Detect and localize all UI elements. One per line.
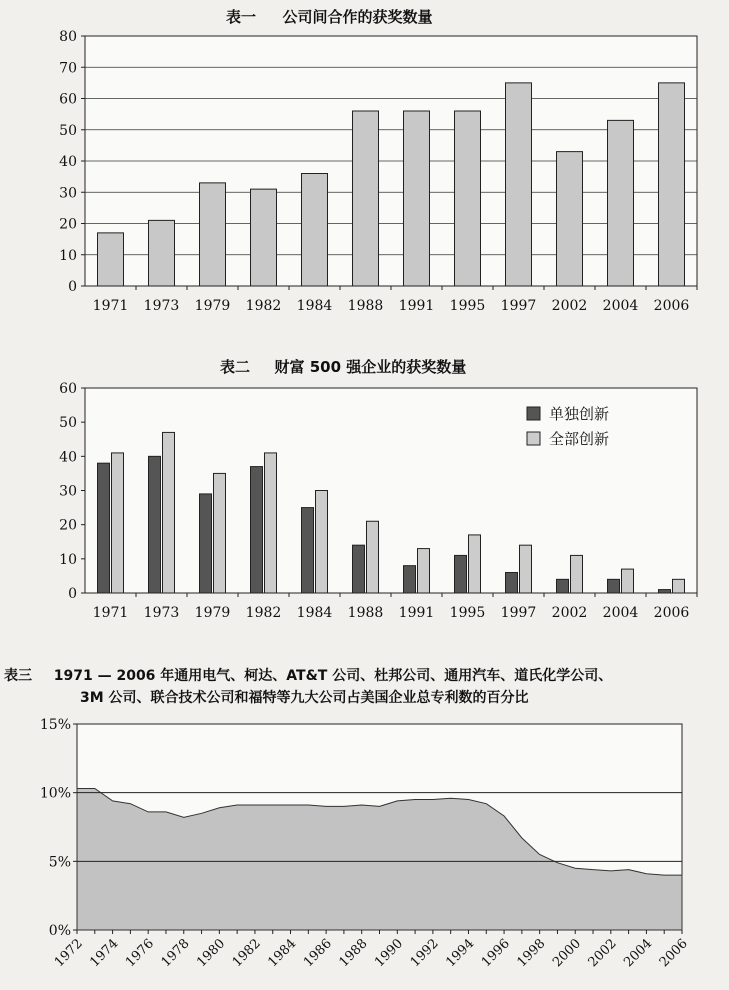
chart2-bar-s1-1982 (251, 467, 263, 593)
chart3-y-tick-label: 10% (39, 785, 71, 802)
chart1-y-tick-label: 30 (59, 185, 77, 202)
chart2-title-text: 财富 500 强企业的获奖数量 (274, 358, 467, 376)
chart2-x-tick-label-1988: 1988 (347, 605, 384, 621)
chart1-bar-1997 (506, 83, 532, 286)
chart1-x-tick-label-1971: 1971 (92, 298, 129, 314)
chart2-legend-swatch-1 (527, 407, 540, 420)
chart1-x-tick-label-1979: 1979 (194, 298, 231, 314)
chart2-bar-s2-1995 (469, 535, 481, 593)
chart1-x-tick-label-1982: 1982 (245, 298, 282, 314)
chart1-bar-1979 (200, 183, 226, 286)
chart3-x-tick-label-1974: 1974 (87, 936, 122, 971)
chart1-x-tick-label-1988: 1988 (347, 298, 384, 314)
chart1-bar-1982 (251, 189, 277, 286)
chart2-bar-s1-2004 (608, 579, 620, 593)
chart1-y-tick-label: 40 (59, 154, 77, 170)
chart3 (40, 717, 691, 970)
chart2-x-tick-label-2002: 2002 (551, 605, 588, 621)
chart2-y-tick-label: 0 (68, 586, 77, 602)
chart3-x-tick-label-1980: 1980 (194, 936, 229, 971)
chart1-y-tick-label: 0 (68, 279, 77, 295)
chart2-x-tick-label-2006: 2006 (653, 605, 690, 621)
chart2-x-tick-label-1991: 1991 (398, 605, 435, 621)
chart2-y-tick-label: 50 (59, 415, 77, 432)
chart1-bar-1973 (149, 220, 175, 286)
chart2-bar-s1-1995 (455, 555, 467, 593)
chart2-bar-s1-1991 (404, 566, 416, 593)
chart1-x-tick-label-1997: 1997 (500, 298, 537, 314)
chart1-x-tick-label-2004: 2004 (602, 298, 639, 314)
chart3-x-tick-label-1988: 1988 (336, 936, 371, 971)
chart2-y-tick-label: 10 (59, 551, 77, 568)
chart2-legend-label-1: 单独创新 (549, 405, 610, 423)
chart2-bar-s2-1971 (112, 453, 124, 593)
chart1-y-tick-label: 50 (59, 122, 77, 139)
chart2-x-tick-label-1971: 1971 (92, 605, 129, 621)
chart1-bar-2004 (608, 120, 634, 286)
chart2-y-tick-label: 60 (59, 381, 77, 397)
chart2-bar-s2-1988 (367, 521, 379, 593)
chart1-x-tick-label-1973: 1973 (143, 298, 180, 314)
chart2-x-tick-label-1984: 1984 (296, 605, 333, 621)
chart2-x-tick-label-2004: 2004 (602, 605, 639, 621)
chart3-y-tick-label: 0% (48, 923, 71, 939)
chart2-x-tick-label-1995: 1995 (449, 605, 486, 621)
chart3-title-line1: 1971 — 2006 年通用电气、柯达、AT&T 公司、杜邦公司、通用汽车、道氏化学公司、 (53, 668, 613, 684)
chart1-bar-2006 (659, 83, 685, 286)
chart2-bar-s2-1982 (265, 453, 277, 593)
chart1-y-tick-label: 60 (59, 91, 77, 108)
chart2-legend-label-2: 全部创新 (549, 430, 610, 448)
chart3-x-tick-label-1986: 1986 (300, 936, 335, 971)
chart3-x-tick-label-1998: 1998 (514, 936, 549, 971)
chart2-bar-s2-1973 (163, 432, 175, 593)
chart2-bar-s2-2004 (622, 569, 634, 593)
chart3-y-tick-label: 5% (48, 854, 71, 871)
chart2 (59, 381, 697, 621)
chart2-bar-s1-1997 (506, 573, 518, 594)
chart2-x-tick-label-1982: 1982 (245, 605, 282, 621)
chart2-bar-s1-1988 (353, 545, 365, 593)
chart1-bar-1991 (404, 111, 430, 286)
chart2-y-tick-label: 40 (59, 449, 77, 466)
chart3-x-tick-label-2006: 2006 (656, 936, 691, 971)
chart3-x-tick-label-1996: 1996 (478, 936, 513, 971)
chart1 (59, 29, 697, 314)
chart2-y-tick-label: 30 (59, 483, 77, 500)
chart1-y-tick-label: 20 (59, 216, 77, 233)
chart3-title-line2: 3M 公司、联合技术公司和福特等九大公司占美国企业总专利数的百分比 (80, 690, 529, 706)
chart1-x-tick-label-1995: 1995 (449, 298, 486, 314)
chart3-x-tick-label-1992: 1992 (407, 936, 442, 971)
chart2-bar-s1-1979 (200, 494, 212, 593)
chart2-x-tick-label-1979: 1979 (194, 605, 231, 621)
chart3-title-label: 表三 (4, 668, 32, 684)
chart2-x-tick-label-1973: 1973 (143, 605, 180, 621)
chart3-x-tick-label-1984: 1984 (265, 936, 300, 971)
chart2-bar-s2-2006 (673, 579, 685, 593)
chart3-x-tick-label-1978: 1978 (158, 936, 193, 971)
chart2-bar-s1-1971 (98, 463, 110, 593)
chart3-x-tick-label-2000: 2000 (550, 936, 585, 971)
chart2-y-tick-label: 20 (59, 517, 77, 534)
chart2-bar-s2-2002 (571, 555, 583, 593)
chart1-y-tick-label: 10 (59, 247, 77, 264)
chart1-title-text: 公司间合作的获奖数量 (282, 8, 433, 26)
chart2-bar-s2-1984 (316, 491, 328, 594)
chart2-title-label: 表二 (220, 358, 251, 376)
chart1-bar-2002 (557, 152, 583, 286)
chart1-x-tick-label-1984: 1984 (296, 298, 333, 314)
chart1-x-tick-label-1991: 1991 (398, 298, 435, 314)
chart3-x-tick-label-2002: 2002 (585, 936, 620, 971)
chart2-bar-s1-1984 (302, 508, 314, 593)
chart3-x-tick-label-1976: 1976 (122, 936, 158, 971)
chart1-bar-1984 (302, 174, 328, 287)
chart1-bar-1971 (98, 233, 124, 286)
chart2-bar-s2-1997 (520, 545, 532, 593)
chart2-bar-s2-1991 (418, 549, 430, 593)
chart3-x-tick-label-1982: 1982 (229, 936, 264, 971)
chart3-y-tick-label: 15% (39, 717, 71, 733)
chart2-bar-s1-2002 (557, 579, 569, 593)
chart1-y-tick-label: 70 (59, 60, 77, 77)
chart2-bar-s1-2006 (659, 590, 671, 593)
chart2-x-tick-label-1997: 1997 (500, 605, 537, 621)
chart1-bar-1995 (455, 111, 481, 286)
chart1-title-label: 表一 (226, 8, 257, 26)
chart3-x-tick-label-1994: 1994 (443, 936, 478, 971)
chart2-bar-s2-1979 (214, 473, 226, 593)
chart1-y-tick-label: 80 (59, 29, 77, 45)
chart1-x-tick-label-2006: 2006 (653, 298, 690, 314)
chart1-x-tick-label-2002: 2002 (551, 298, 588, 314)
chart3-x-tick-label-1990: 1990 (372, 936, 407, 971)
chart3-x-tick-label-2004: 2004 (621, 936, 656, 971)
chart1-bar-1988 (353, 111, 379, 286)
chart2-bar-s1-1973 (149, 456, 161, 593)
chart2-legend-swatch-2 (527, 432, 540, 445)
chart3-x-tick-label-1972: 1972 (51, 936, 86, 971)
